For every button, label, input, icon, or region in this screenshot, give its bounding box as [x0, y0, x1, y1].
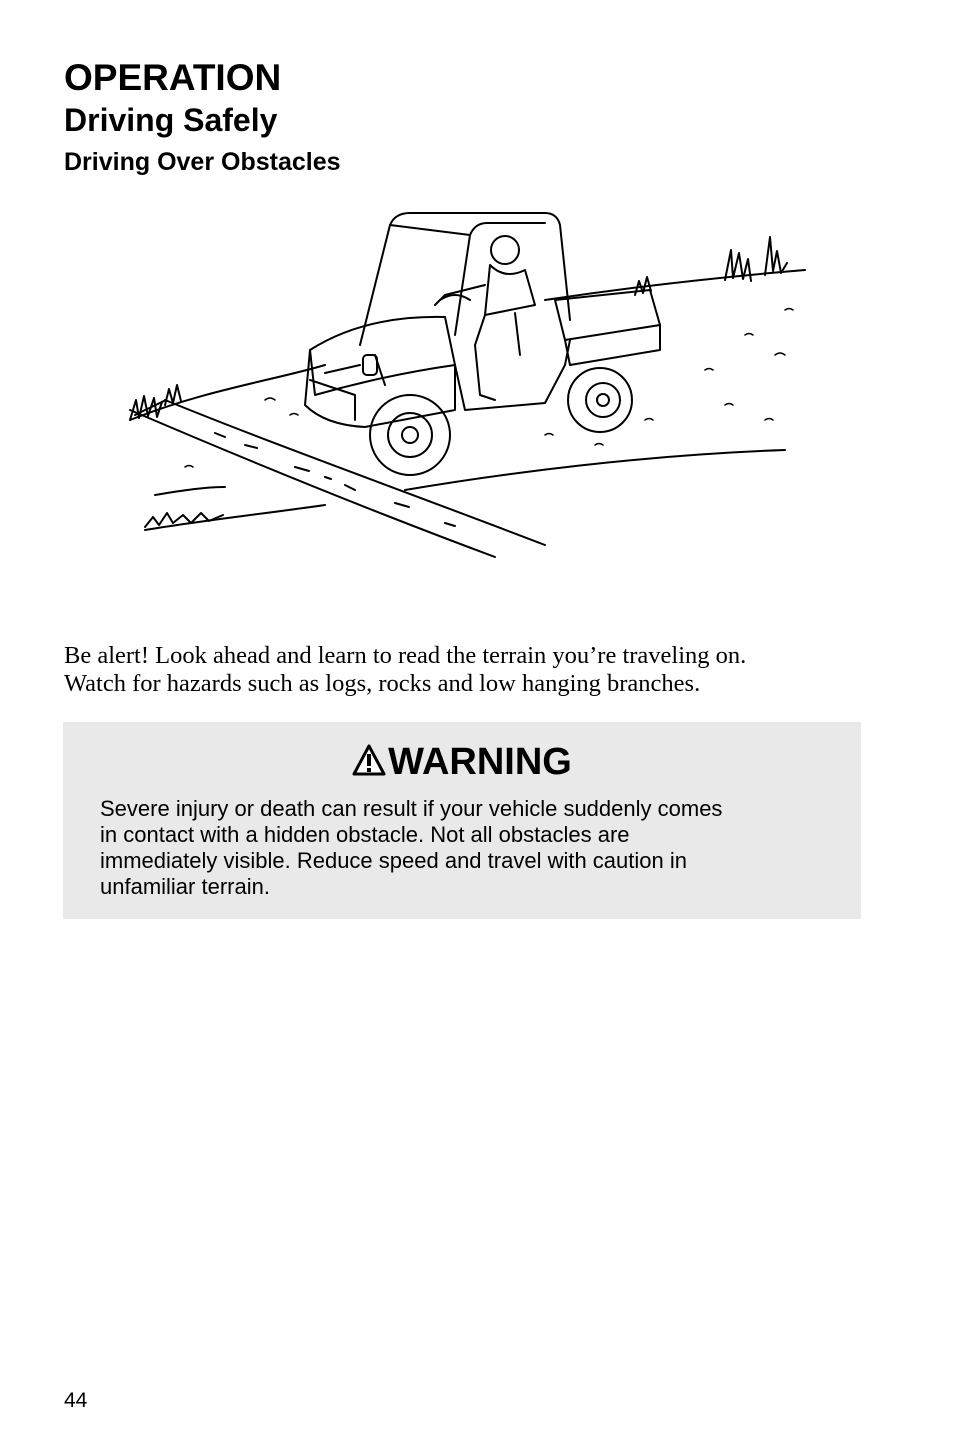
- utility-vehicle-over-log-illustration: [125, 205, 815, 565]
- warning-line: unfamiliar terrain.: [100, 874, 270, 899]
- body-line: Watch for hazards such as logs, rocks and low hanging branches.: [64, 670, 701, 697]
- topic-title: Driving Over Obstacles: [64, 148, 341, 176]
- warning-line: immediately visible. Reduce speed and travel with caution in: [100, 848, 687, 873]
- warning-heading: [63, 738, 861, 786]
- warning-text: [100, 796, 840, 900]
- warning-line: in contact with a hidden obstacle. Not all obstacles are: [100, 822, 630, 847]
- subsection-title: Driving Safely: [64, 102, 278, 138]
- warning-box: [63, 722, 861, 919]
- body-paragraph: [64, 642, 884, 698]
- section-title: OPERATION: [64, 57, 282, 98]
- warning-title: WARNING: [388, 741, 572, 783]
- page-number: 44: [64, 1389, 88, 1412]
- warning-line: Severe injury or death can result if your vehicle suddenly comes: [100, 796, 723, 821]
- warning-triangle-icon: [352, 744, 386, 776]
- body-line: Be alert! Look ahead and learn to read the terrain you’re traveling on.: [64, 642, 747, 669]
